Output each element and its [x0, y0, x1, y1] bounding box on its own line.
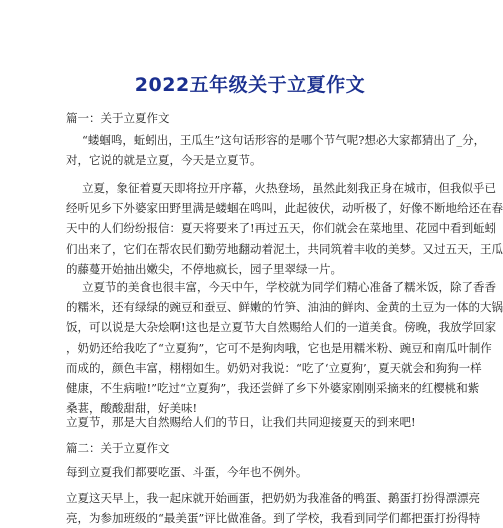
- paragraph-line: 而成的，颜色丰富，栩栩如生。奶奶对我说：“吃了‘立夏狗’，夏天就会和狗狗一样: [66, 360, 482, 375]
- paragraph-line: ，奶奶还给我吃了“立夏狗”，它可不是狗肉哦，它也是用糯米粉、豌豆和南瓜叶制作: [66, 340, 492, 355]
- paragraph-line: 桑葚，酸酸甜甜，好美味!: [66, 401, 198, 416]
- paragraph-line: 们出来了，它们在帮农民们勤劳地翻动着泥土，共同筑着丰收的美梦。又过五天，王瓜: [66, 241, 503, 256]
- paragraph-line: 立夏节，那是大自然赐给人们的节日，让我们共同迎接夏天的到来吧!: [66, 415, 416, 429]
- paragraph-line: 亮，为参加班级的“最美蛋”评比做准备。到了学校，我看到同学们都把蛋打扮得特: [66, 511, 481, 526]
- paragraph-line: 立夏节的美食也很丰富，今天中午，学校就为同学们精心准备了糯米饭，除了香香: [82, 280, 496, 294]
- paragraph-line: 的藤蔓开始抽出嫩尖，不停地疯长，园子里翠绿一片。: [66, 261, 342, 276]
- paragraph-5: [66, 462, 438, 482]
- section-heading-1: 篇一：关于立夏作文: [66, 111, 170, 125]
- paragraph-line: 天中的人们纷纷报信：夏天将要来了!再过五天，你们就会在菜地里、花园中看到蚯蚓: [66, 221, 497, 236]
- paragraph-line: “蝼蝈鸣，蚯蚓出，王瓜生”这句话形容的是哪个节气呢?想必大家都猜出了_分，: [82, 133, 486, 147]
- paragraph-line: 对，它说的就是立夏，今天是立夏节。: [66, 153, 262, 168]
- paragraph-line: 每到立夏我们都要吃蛋、斗蛋，今年也不例外。: [66, 465, 308, 479]
- paragraph-line: 立夏这天早上，我一起床就开始画蛋，把奶奶为我准备的鸭蛋、鹅蛋打扮得漂漂亮: [66, 491, 480, 505]
- paragraph-2: [66, 178, 503, 279]
- paragraph-line: 饭，可以说是大杂烩啊!这也是立夏节大自然赐给人们的一道美食。傍晚，我放学回家: [66, 320, 497, 335]
- document-title: 2022五年级关于立夏作文: [134, 74, 366, 96]
- paragraph-4: [66, 412, 438, 432]
- section-heading-2: 篇二：关于立夏作文: [66, 441, 170, 455]
- paragraph-1: [66, 130, 486, 170]
- paragraph-line: 经听见乡下外婆家田野里满是蝼蝈在鸣叫，此起彼伏，动听极了，好像不断地给还在春: [66, 201, 503, 216]
- paragraph-line: 立夏，象征着夏天即将拉开序幕，火热登场，虽然此刻我正身在城市，但我似乎已: [82, 181, 496, 195]
- paragraph-line: 健康，不生病啦!”吃过“立夏狗”，我还尝鲜了乡下外婆家刚刚采摘来的红樱桃和紫: [66, 381, 480, 396]
- paragraph-6: [66, 488, 481, 528]
- paragraph-line: 的糯米，还有绿绿的豌豆和蚕豆、鲜嫩的竹笋、油油的鲜肉、金黄的土豆为一体的大锅: [66, 300, 503, 315]
- paragraph-3: [66, 277, 503, 418]
